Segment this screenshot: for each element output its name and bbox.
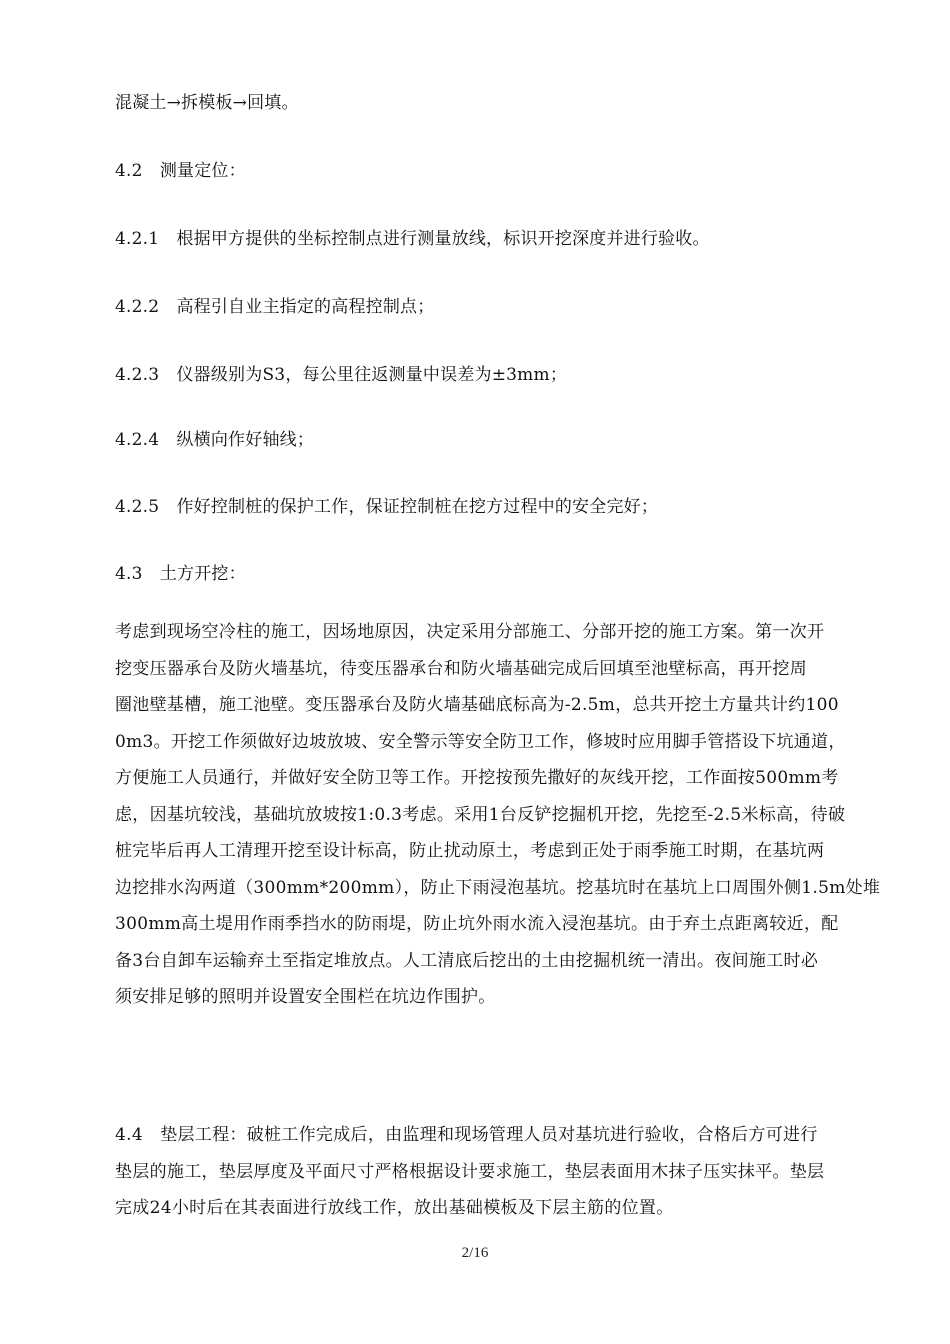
paragraph-line: 0m3。开挖工作须做好边坡放坡、安全警示等安全防卫工作，修坡时应用脚手管搭设下坑通道，	[115, 731, 846, 752]
paragraph-line: 300mm高土堤用作雨季挡水的防雨堤，防止坑外雨水流入浸泡基坑。由于弃土点距离较近，配	[115, 914, 839, 934]
paragraph-line: 圈池壁基槽，施工池壁。变压器承台及防火墙基础底标高为-2.5m，总共开挖土方量共计约100	[115, 695, 839, 715]
paragraph-line: 须安排足够的照明并设置安全围栏在坑边作围护。	[115, 987, 496, 1007]
section-heading-4-2: 4.2 测量定位：	[115, 161, 246, 181]
paragraph-line: 桩完毕后再人工清理开挖至设计标高，防止扰动原土，考虑到正处于雨季施工时期，在基坑两	[115, 841, 825, 861]
paragraph-line: 方便施工人员通行，并做好安全防卫等工作。开挖按预先撒好的灰线开挖，工作面按500mm考	[115, 768, 839, 788]
paragraph-line: 边挖排水沟两道（300mm*200mm），防止下雨浸泡基坑。挖基坑时在基坑上口周围外侧1.5m处堆	[115, 877, 881, 898]
page-number: 2/16	[461, 1245, 489, 1261]
paragraph-line: 垫层的施工，垫层厚度及平面尺寸严格根据设计要求施工，垫层表面用木抹子压实抹平。垫层	[115, 1161, 825, 1182]
section-heading-4-3: 4.3 土方开挖：	[115, 564, 246, 584]
paragraph-cushion-layer	[115, 1117, 885, 1227]
text-line: 混凝土→拆模板→回填。	[115, 93, 299, 113]
text-line: 4.2.5 作好控制桩的保护工作，保证控制桩在挖方过程中的安全完好；	[115, 497, 659, 517]
paragraph-line: 挖变压器承台及防火墙基坑，待变压器承台和防火墙基础完成后回填至池壁标高，再开挖周	[115, 658, 807, 679]
paragraph-line: 4.4 垫层工程：破桩工作完成后，由监理和现场管理人员对基坑进行验收，合格后方可进行	[115, 1125, 818, 1145]
paragraph-line: 备3台自卸车运输弃土至指定堆放点。人工清底后挖出的土由挖掘机统一清出。夜间施工时必	[115, 950, 819, 971]
text-line: 4.2.1 根据甲方提供的坐标控制点进行测量放线，标识开挖深度并进行验收。	[115, 229, 710, 249]
text-line: 4.2.2 高程引自业主指定的高程控制点；	[115, 297, 435, 317]
text-line: 4.2.3 仪器级别为S3，每公里往返测量中误差为±3mm；	[115, 365, 568, 385]
paragraph-line: 考虑到现场空冷柱的施工，因场地原因，决定采用分部施工、分部开挖的施工方案。第一次开	[115, 622, 825, 642]
text-line: 4.2.4 纵横向作好轴线；	[115, 430, 315, 450]
paragraph-earthwork	[115, 614, 885, 1016]
paragraph-line: 虑，因基坑较浅，基础坑放坡按1:0.3考虑。采用1台反铲挖掘机开挖，先挖至-2.5米标高，待破	[115, 804, 846, 825]
paragraph-line: 完成24小时后在其表面进行放线工作，放出基础模板及下层主筋的位置。	[115, 1198, 674, 1218]
